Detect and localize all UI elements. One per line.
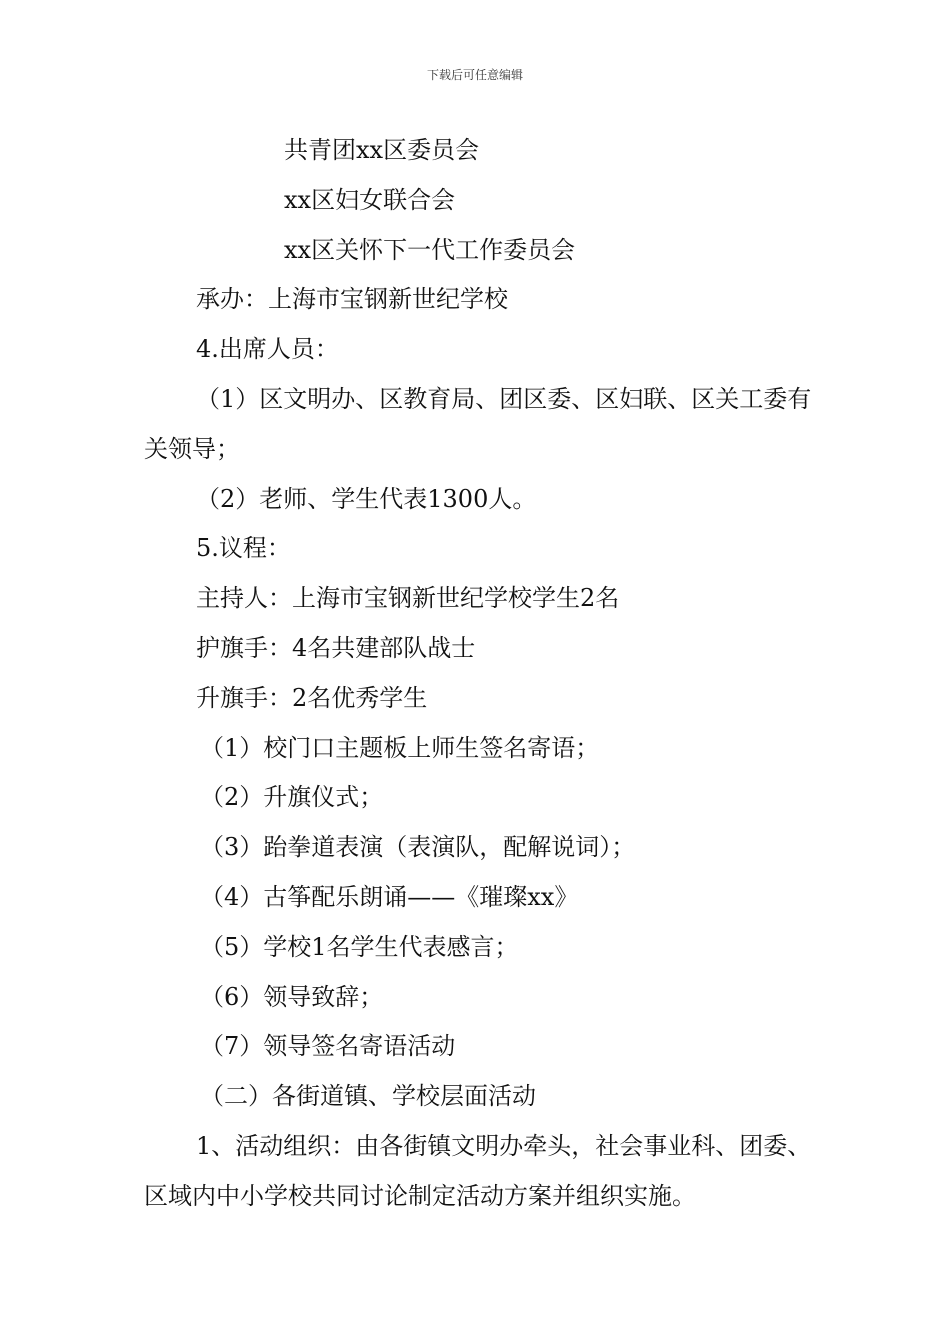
attendees-item: （2）老师、学生代表1300人。	[196, 484, 537, 513]
page-header-note: 下载后可任意编辑	[426, 68, 523, 82]
agenda-step: （1）校门口主题板上师生签名寄语；	[200, 733, 600, 762]
organizer-line: 共青团xx区委员会	[284, 136, 480, 164]
attendees-item: （1）区文明办、区教育局、团区委、区妇联、区关工委有关领导；	[144, 384, 812, 463]
host-line: 承办：上海市宝钢新世纪学校	[196, 285, 508, 314]
agenda-flag-raiser: 升旗手：2名优秀学生	[196, 683, 428, 712]
attendees-heading: 4.出席人员：	[196, 335, 339, 364]
agenda-step: （7）领导签名寄语活动	[200, 1032, 456, 1061]
agenda-heading: 5.议程：	[196, 534, 291, 563]
agenda-step: （2）升旗仪式；	[200, 783, 384, 812]
document-body	[144, 126, 812, 1222]
agenda-step: （3）跆拳道表演（表演队，配解说词）；	[200, 833, 636, 862]
organizer-line: xx区关怀下一代工作委员会	[284, 235, 576, 264]
agenda-step: （6）领导致辞；	[200, 982, 384, 1011]
section-paragraph: 1、活动组织：由各街镇文明办牵头，社会事业科、团委、区域内中小学校共同讨论制定活动方案并组织实施。	[144, 1131, 812, 1210]
agenda-emcee: 主持人：上海市宝钢新世纪学校学生2名	[196, 584, 620, 613]
organizer-line: xx区妇女联合会	[284, 185, 456, 214]
section-heading: （二）各街道镇、学校层面活动	[200, 1082, 536, 1111]
agenda-step: （5）学校1名学生代表感言；	[200, 932, 519, 961]
agenda-flag-guard: 护旗手：4名共建部队战士	[196, 633, 476, 662]
agenda-step: （4）古筝配乐朗诵——《璀璨xx》	[200, 882, 579, 911]
